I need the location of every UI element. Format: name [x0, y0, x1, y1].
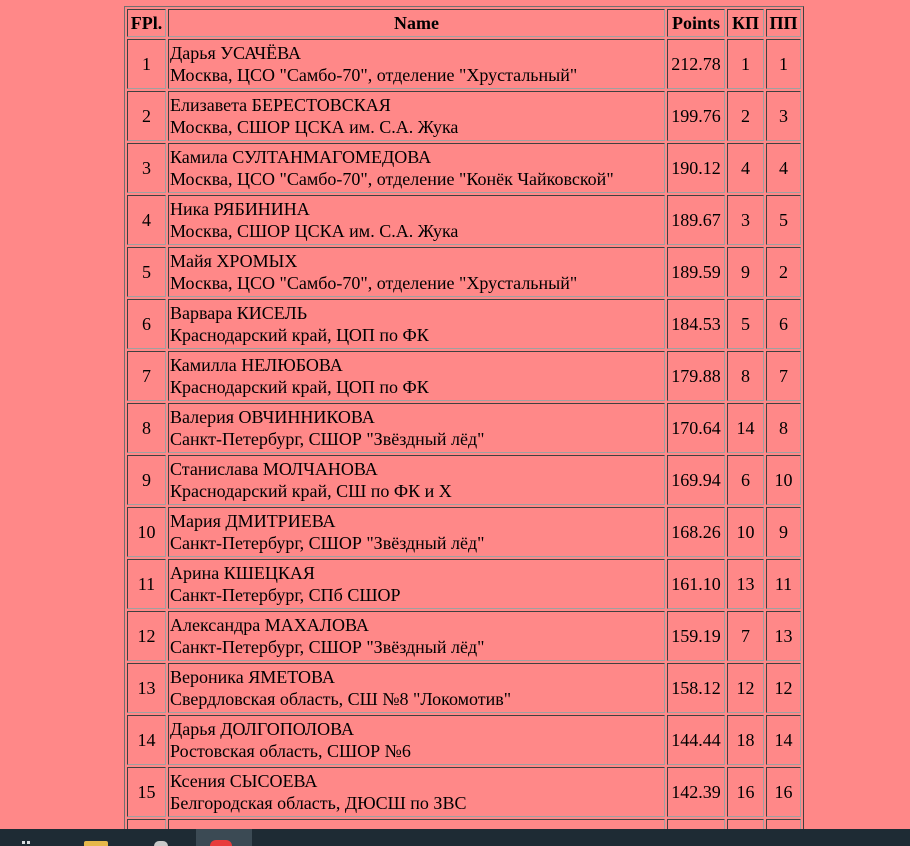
table-row	[127, 611, 801, 661]
athlete-club: Ростовская область, СШОР №6	[170, 741, 411, 761]
kp-cell: 2	[727, 91, 764, 141]
athlete-cell	[168, 559, 665, 609]
pp-cell: 7	[766, 351, 801, 401]
athlete-club: Москва, СШОР ЦСКА им. С.А. Жука	[170, 117, 459, 137]
place-cell: 10	[127, 507, 166, 557]
header-place: FPl.	[127, 9, 166, 37]
athlete-name: Камилла НЕЛЮБОВА	[170, 355, 343, 375]
points-cell: 142.39	[667, 767, 725, 817]
athlete-cell	[168, 455, 665, 505]
athlete-name: Варвара КИСЕЛЬ	[170, 303, 308, 323]
athlete-cell	[168, 195, 665, 245]
athlete-club: Москва, ЦСО "Самбо-70", отделение "Конёк Чайковской"	[170, 169, 614, 189]
results-body	[127, 39, 801, 846]
kp-cell: 4	[727, 143, 764, 193]
place-cell: 2	[127, 91, 166, 141]
points-cell: 161.10	[667, 559, 725, 609]
athlete-name: Ксения СЫСОЕВА	[170, 771, 318, 791]
kp-cell: 1	[727, 39, 764, 89]
athlete-club: Краснодарский край, ЦОП по ФК	[170, 325, 429, 345]
athlete-club: Санкт-Петербург, СШОР "Звёздный лёд"	[170, 429, 485, 449]
table-row	[127, 715, 801, 765]
place-cell: 1	[127, 39, 166, 89]
place-cell: 3	[127, 143, 166, 193]
athlete-club: Белгородская область, ДЮСШ по ЗВС	[170, 793, 467, 813]
kp-cell: 5	[727, 299, 764, 349]
place-cell: 11	[127, 559, 166, 609]
athlete-cell	[168, 715, 665, 765]
kp-cell: 7	[727, 611, 764, 661]
header-kp: КП	[727, 9, 764, 37]
table-row	[127, 455, 801, 505]
taskbar	[0, 829, 910, 846]
pp-cell: 8	[766, 403, 801, 453]
points-cell: 170.64	[667, 403, 725, 453]
points-cell: 212.78	[667, 39, 725, 89]
pp-cell: 16	[766, 767, 801, 817]
table-row	[127, 195, 801, 245]
athlete-cell	[168, 611, 665, 661]
place-cell: 12	[127, 611, 166, 661]
kp-cell: 14	[727, 403, 764, 453]
browser-icon[interactable]	[196, 829, 252, 846]
points-cell: 159.19	[667, 611, 725, 661]
points-cell: 189.67	[667, 195, 725, 245]
pp-cell: 14	[766, 715, 801, 765]
athlete-name: Вероника ЯМЕТОВА	[170, 667, 335, 687]
athlete-club: Санкт-Петербург, СШОР "Звёздный лёд"	[170, 637, 485, 657]
pp-cell: 3	[766, 91, 801, 141]
file-explorer-icon[interactable]	[82, 829, 112, 846]
header-row	[127, 9, 801, 37]
kp-cell: 10	[727, 507, 764, 557]
athlete-cell	[168, 299, 665, 349]
kp-cell: 16	[727, 767, 764, 817]
table-row	[127, 39, 801, 89]
athlete-cell	[168, 403, 665, 453]
table-row	[127, 663, 801, 713]
points-cell: 169.94	[667, 455, 725, 505]
athlete-club: Москва, ЦСО "Самбо-70", отделение "Хрустальный"	[170, 65, 578, 85]
pp-cell: 2	[766, 247, 801, 297]
pp-cell: 5	[766, 195, 801, 245]
kp-cell: 18	[727, 715, 764, 765]
athlete-name: Камила СУЛТАНМАГОМЕДОВА	[170, 147, 432, 167]
place-cell: 14	[127, 715, 166, 765]
kp-cell: 9	[727, 247, 764, 297]
results-table	[124, 6, 804, 846]
table-row	[127, 351, 801, 401]
athlete-club: Москва, СШОР ЦСКА им. С.А. Жука	[170, 221, 459, 241]
pp-cell: 12	[766, 663, 801, 713]
place-cell: 5	[127, 247, 166, 297]
pp-cell: 4	[766, 143, 801, 193]
kp-cell: 8	[727, 351, 764, 401]
athlete-name: Дарья УСАЧЁВА	[170, 43, 301, 63]
athlete-cell	[168, 351, 665, 401]
table-row	[127, 403, 801, 453]
pp-cell: 1	[766, 39, 801, 89]
place-cell: 7	[127, 351, 166, 401]
points-cell: 199.76	[667, 91, 725, 141]
table-row	[127, 143, 801, 193]
header-name: Name	[168, 9, 665, 37]
points-cell: 184.53	[667, 299, 725, 349]
athlete-club: Свердловская область, СШ №8 "Локомотив"	[170, 689, 512, 709]
app-icon[interactable]	[146, 829, 176, 846]
athlete-name: Станислава МОЛЧАНОВА	[170, 459, 378, 479]
points-cell: 168.26	[667, 507, 725, 557]
pp-cell: 10	[766, 455, 801, 505]
points-cell: 144.44	[667, 715, 725, 765]
kp-cell: 12	[727, 663, 764, 713]
header-points: Points	[667, 9, 725, 37]
windows-start-icon[interactable]	[18, 829, 46, 846]
table-row	[127, 767, 801, 817]
athlete-club: Краснодарский край, СШ по ФК и Х	[170, 481, 452, 501]
athlete-name: Валерия ОВЧИННИКОВА	[170, 407, 375, 427]
pp-cell: 6	[766, 299, 801, 349]
athlete-cell	[168, 143, 665, 193]
athlete-cell	[168, 91, 665, 141]
athlete-cell	[168, 247, 665, 297]
athlete-cell	[168, 39, 665, 89]
athlete-name: Арина КШЕЦКАЯ	[170, 563, 315, 583]
place-cell: 15	[127, 767, 166, 817]
athlete-name: Дарья ДОЛГОПОЛОВА	[170, 719, 354, 739]
pp-cell: 11	[766, 559, 801, 609]
place-cell: 6	[127, 299, 166, 349]
athlete-club: Краснодарский край, ЦОП по ФК	[170, 377, 429, 397]
table-row	[127, 247, 801, 297]
place-cell: 13	[127, 663, 166, 713]
points-cell: 190.12	[667, 143, 725, 193]
athlete-cell	[168, 663, 665, 713]
kp-cell: 3	[727, 195, 764, 245]
pp-cell: 13	[766, 611, 801, 661]
athlete-cell	[168, 507, 665, 557]
athlete-club: Москва, ЦСО "Самбо-70", отделение "Хрустальный"	[170, 273, 578, 293]
place-cell: 9	[127, 455, 166, 505]
table-row	[127, 507, 801, 557]
place-cell: 8	[127, 403, 166, 453]
athlete-name: Александра МАХАЛОВА	[170, 615, 369, 635]
pp-cell: 9	[766, 507, 801, 557]
athlete-name: Мария ДМИТРИЕВА	[170, 511, 336, 531]
points-cell: 179.88	[667, 351, 725, 401]
table-row	[127, 91, 801, 141]
place-cell: 4	[127, 195, 166, 245]
athlete-name: Майя ХРОМЫХ	[170, 251, 298, 271]
athlete-club: Санкт-Петербург, СШОР "Звёздный лёд"	[170, 533, 485, 553]
athlete-cell	[168, 767, 665, 817]
athlete-name: Елизавета БЕРЕСТОВСКАЯ	[170, 95, 391, 115]
athlete-name: Ника РЯБИНИНА	[170, 199, 310, 219]
table-row	[127, 299, 801, 349]
points-cell: 158.12	[667, 663, 725, 713]
points-cell: 189.59	[667, 247, 725, 297]
header-pp: ПП	[766, 9, 801, 37]
table-row	[127, 559, 801, 609]
athlete-club: Санкт-Петербург, СПб СШОР	[170, 585, 401, 605]
kp-cell: 6	[727, 455, 764, 505]
kp-cell: 13	[727, 559, 764, 609]
